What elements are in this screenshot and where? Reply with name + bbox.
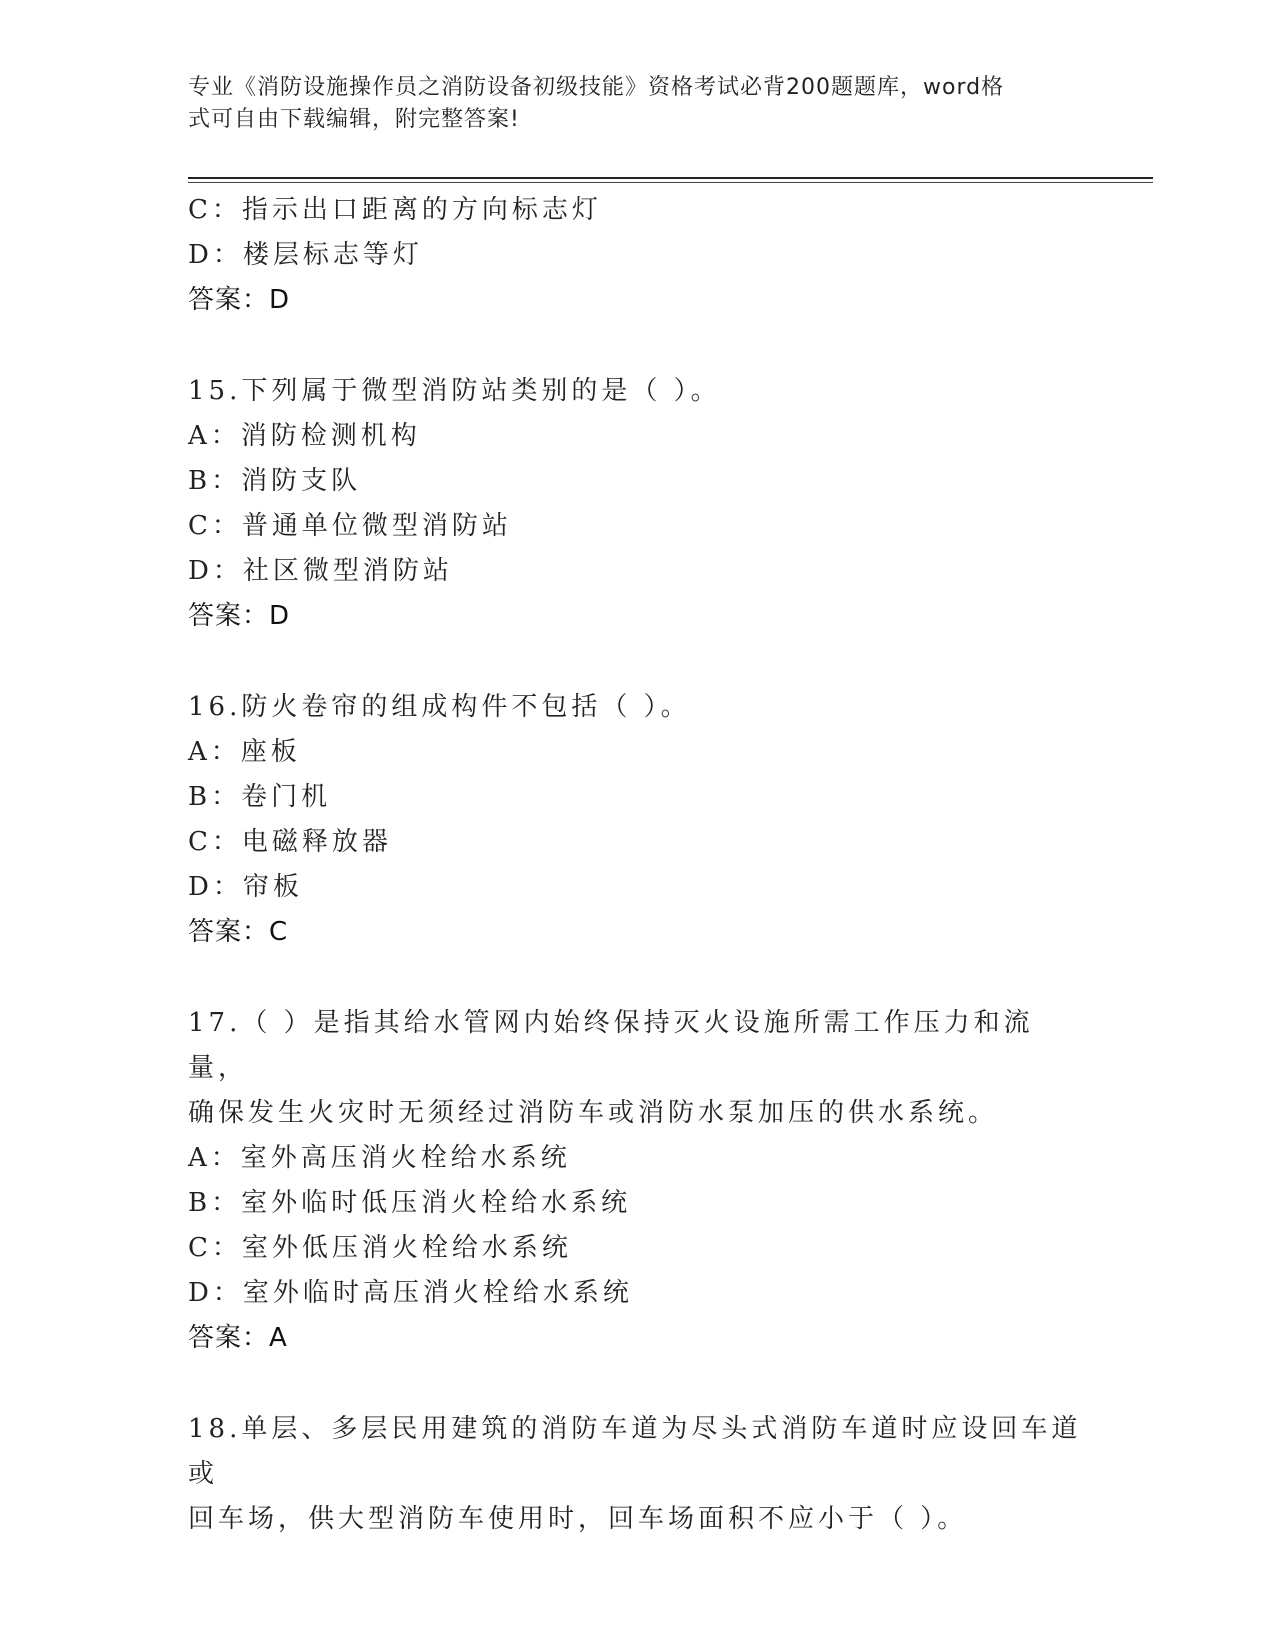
option-b: B：卷门机: [188, 782, 332, 812]
question-stem-line-2: 回车场，供大型消防车使用时，回车场面积不应小于（ ）。: [188, 1504, 968, 1534]
option-d: D：社区微型消防站: [188, 556, 453, 586]
spacer: [188, 1361, 1088, 1407]
option-a: A：座板: [188, 737, 301, 767]
option-d: D：楼层标志等灯: [188, 240, 423, 270]
header-divider-thick: [188, 177, 1153, 179]
answer-line: 答案：D: [188, 285, 291, 315]
answer-line: 答案：C: [188, 917, 289, 947]
option-a: A：室外高压消火栓给水系统: [188, 1143, 571, 1173]
question-stem-line-1: 18.单层、多层民用建筑的消防车道为尽头式消防车道时应设回车道或: [188, 1414, 1082, 1489]
answer-line: 答案：A: [188, 1323, 288, 1353]
question-stem-line-2: 确保发生火灾时无须经过消防车或消防水泵加压的供水系统。: [188, 1098, 999, 1128]
spacer: [188, 955, 1088, 1001]
question-stem: 15.下列属于微型消防站类别的是（ ）。: [188, 376, 721, 406]
question-list: [188, 188, 1088, 1542]
previous-question-tail: [188, 188, 1088, 323]
question-16: [188, 685, 1088, 955]
spacer: [188, 323, 1088, 369]
option-d: D：帘板: [188, 872, 303, 902]
document-header: [188, 72, 1088, 136]
header-divider-thin: [188, 182, 1153, 183]
header-line-1: 专业《消防设施操作员之消防设备初级技能》资格考试必背200题题库，word格: [188, 75, 1005, 100]
option-c: C：室外低压消火栓给水系统: [188, 1233, 572, 1263]
question-17: [188, 1001, 1088, 1361]
question-stem: 16.防火卷帘的组成构件不包括（ ）。: [188, 692, 691, 722]
option-c: C：普通单位微型消防站: [188, 511, 512, 541]
question-15: [188, 369, 1088, 639]
question-18: [188, 1407, 1088, 1542]
option-b: B：室外临时低压消火栓给水系统: [188, 1188, 632, 1218]
spacer: [188, 639, 1088, 685]
option-a: A：消防检测机构: [188, 421, 421, 451]
option-b: B：消防支队: [188, 466, 362, 496]
option-d: D：室外临时高压消火栓给水系统: [188, 1278, 633, 1308]
answer-line: 答案：D: [188, 601, 291, 631]
option-c: C：指示出口距离的方向标志灯: [188, 195, 602, 225]
question-stem-line-1: 17.（ ）是指其给水管网内始终保持灭火设施所需工作压力和流量，: [188, 1008, 1034, 1083]
option-c: C：电磁释放器: [188, 827, 392, 857]
header-line-2: 式可自由下载编辑，附完整答案!: [188, 107, 520, 132]
